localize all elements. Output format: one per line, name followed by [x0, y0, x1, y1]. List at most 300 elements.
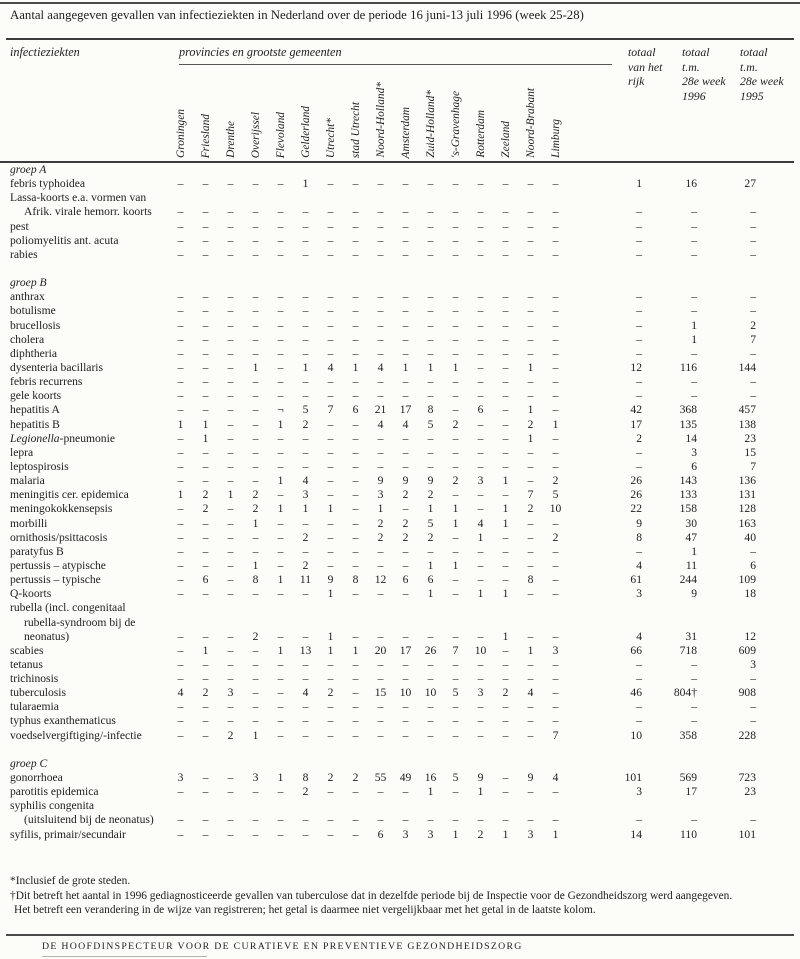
data-cell: – [302, 714, 309, 728]
province-column-header [418, 67, 443, 158]
disease-label: typhus exanthematicus [10, 714, 116, 728]
data-cell: 1 [452, 516, 459, 530]
data-cell: – [177, 728, 184, 742]
data-cell: – [477, 205, 484, 219]
data-cell: – [352, 304, 359, 318]
data-cell: – [452, 346, 459, 360]
group-label: groep B [10, 276, 47, 290]
data-cell: – [352, 417, 359, 431]
total-cell: 14 [630, 827, 642, 841]
disease-label: hepatitis B [10, 417, 60, 431]
data-cell: – [552, 785, 559, 799]
data-cell: – [427, 389, 434, 403]
total-cell: 11 [685, 558, 697, 572]
total-cell: – [691, 247, 697, 261]
data-cell: 1 [302, 360, 309, 374]
data-cell: – [227, 290, 234, 304]
total-cell: 135 [679, 417, 697, 431]
data-cell: 4 [177, 686, 184, 700]
total-cell: 2 [750, 318, 756, 332]
data-cell: – [477, 544, 484, 558]
province-column-header [243, 67, 268, 158]
data-cell: 5 [452, 771, 459, 785]
data-cell: – [552, 304, 559, 318]
data-cell: – [277, 247, 284, 261]
data-cell: – [202, 558, 209, 572]
data-cell: – [327, 672, 334, 686]
data-cell: – [477, 459, 484, 473]
data-cell: 55 [374, 771, 387, 785]
data-cell: – [527, 516, 534, 530]
data-cell: 4 [377, 417, 384, 431]
table-row [0, 531, 794, 545]
total-cell: 718 [679, 643, 697, 657]
table-row [0, 304, 794, 318]
data-cell: 2 [327, 686, 334, 700]
data-cell: – [452, 714, 459, 728]
data-cell: – [202, 728, 209, 742]
data-cell: 1 [252, 558, 259, 572]
table-row [0, 333, 794, 347]
data-cell: – [277, 360, 284, 374]
data-cell: – [552, 516, 559, 530]
data-cell: 10 [424, 686, 437, 700]
data-cell: 1 [377, 502, 384, 516]
data-cell: – [327, 516, 334, 530]
data-cell: – [177, 643, 184, 657]
data-cell: – [452, 233, 459, 247]
total-cell: 31 [685, 629, 697, 643]
data-cell: 1 [452, 502, 459, 516]
disease-label: Lassa-koorts e.a. vormen van [10, 191, 147, 205]
data-cell: 6 [402, 573, 409, 587]
data-cell: – [527, 558, 534, 572]
data-cell: – [252, 827, 259, 841]
total-cell: – [691, 657, 697, 671]
total-cell: 228 [738, 728, 756, 742]
province-column-header [468, 67, 493, 158]
data-cell: – [502, 544, 509, 558]
data-cell: – [427, 672, 434, 686]
disease-label: paratyfus B [10, 544, 64, 558]
data-cell: – [277, 686, 284, 700]
data-cell: – [252, 686, 259, 700]
data-cell: – [427, 247, 434, 261]
data-cell: – [527, 205, 534, 219]
data-cell: – [327, 728, 334, 742]
province-column-header [393, 67, 418, 158]
disease-label: lepra [10, 445, 34, 459]
data-cell: – [527, 587, 534, 601]
data-cell: 2 [302, 530, 309, 544]
table-row [0, 644, 794, 658]
disease-label: malaria [10, 474, 45, 488]
total-cell: – [691, 346, 697, 360]
data-cell: – [302, 346, 309, 360]
data-cell: – [552, 332, 559, 346]
data-cell: – [352, 332, 359, 346]
total-cell: 3 [636, 785, 642, 799]
table-row [0, 319, 794, 333]
province-column-header [493, 67, 518, 158]
total-cell: 26 [630, 488, 642, 502]
data-cell: – [477, 672, 484, 686]
data-cell: – [427, 544, 434, 558]
data-cell: 4 [527, 686, 534, 700]
data-cell: 4 [327, 360, 334, 374]
data-cell: – [527, 233, 534, 247]
data-cell: – [377, 459, 384, 473]
province-column-label: Friesland [199, 113, 212, 158]
data-cell: 1 [327, 629, 334, 643]
total-cell: 569 [679, 771, 697, 785]
data-cell: 2 [327, 771, 334, 785]
table-row [0, 601, 794, 615]
data-cell: – [552, 714, 559, 728]
data-cell: – [527, 728, 534, 742]
total-cell: 804† [673, 686, 697, 700]
data-cell: – [402, 813, 409, 827]
total-cell: – [750, 700, 756, 714]
data-cell: 1 [477, 530, 484, 544]
table-header [0, 40, 794, 163]
data-cell: 11 [299, 573, 312, 587]
data-cell: 6 [377, 827, 384, 841]
total-cell: 3 [691, 445, 697, 459]
data-cell: – [502, 657, 509, 671]
data-cell: – [502, 700, 509, 714]
data-cell: 2 [552, 474, 559, 488]
data-cell: – [377, 290, 384, 304]
table-row [0, 177, 794, 191]
data-cell: – [552, 290, 559, 304]
data-cell: – [377, 318, 384, 332]
data-cell: – [202, 290, 209, 304]
total-cell: – [636, 318, 642, 332]
total-cell: 30 [685, 516, 697, 530]
data-cell: – [427, 177, 434, 191]
total-cell: 22 [630, 502, 642, 516]
data-cell: – [327, 827, 334, 841]
data-cell: – [502, 558, 509, 572]
data-cell: – [477, 488, 484, 502]
data-cell: – [302, 389, 309, 403]
data-cell: 7 [452, 643, 459, 657]
total-cell: – [691, 714, 697, 728]
data-cell: – [377, 304, 384, 318]
data-cell: 1 [427, 360, 434, 374]
data-cell: 1 [177, 488, 184, 502]
data-cell: – [202, 474, 209, 488]
data-cell: – [277, 431, 284, 445]
data-cell: – [202, 459, 209, 473]
data-cell: – [202, 403, 209, 417]
disease-label: scabies [10, 643, 44, 657]
data-cell: – [477, 629, 484, 643]
table-row [0, 785, 794, 799]
total-cell: 42 [630, 403, 642, 417]
data-cell: – [252, 474, 259, 488]
data-cell: – [352, 459, 359, 473]
data-cell: – [352, 318, 359, 332]
data-cell: – [427, 459, 434, 473]
total-cell: – [636, 657, 642, 671]
footer-rule [6, 934, 794, 936]
data-cell: – [452, 177, 459, 191]
data-cell: – [402, 177, 409, 191]
province-column-header [543, 67, 568, 158]
data-cell: – [552, 233, 559, 247]
data-cell: – [202, 629, 209, 643]
total-cell: 23 [744, 431, 756, 445]
data-cell: – [502, 530, 509, 544]
total-cell: – [636, 219, 642, 233]
data-cell: 2 [502, 686, 509, 700]
data-cell: – [227, 346, 234, 360]
data-cell: – [227, 643, 234, 657]
data-cell: 1 [502, 629, 509, 643]
data-cell: – [177, 714, 184, 728]
footnote-line: Het betreft een verandering in de wijze van registreren; het getal is daarmee niet vergelijkbaar met het getal in de laatste kolom. [14, 904, 596, 917]
data-cell: 2 [527, 502, 534, 516]
total-cell: – [636, 813, 642, 827]
disease-label: Afrik. virale hemorr. koorts [24, 205, 152, 219]
data-cell: – [202, 375, 209, 389]
data-cell: – [202, 544, 209, 558]
data-cell: – [427, 700, 434, 714]
total-cell: 17 [685, 785, 697, 799]
disease-label: hepatitis A [10, 403, 60, 417]
data-cell: 2 [427, 488, 434, 502]
data-cell: 1 [452, 558, 459, 572]
data-cell: – [502, 346, 509, 360]
table-row [0, 559, 794, 573]
data-cell: – [502, 318, 509, 332]
data-cell: 9 [327, 573, 334, 587]
data-cell: – [227, 502, 234, 516]
data-cell: 15 [374, 686, 387, 700]
province-column-label: Overijssel [249, 111, 262, 158]
data-cell: – [377, 657, 384, 671]
data-cell: – [502, 290, 509, 304]
data-cell: – [352, 544, 359, 558]
data-cell: – [302, 700, 309, 714]
data-cell: – [252, 346, 259, 360]
data-cell: – [352, 488, 359, 502]
total-cell: 368 [679, 403, 697, 417]
group-label: groep C [10, 756, 48, 770]
data-cell: – [527, 785, 534, 799]
data-cell: – [202, 530, 209, 544]
total-cell: 10 [630, 728, 642, 742]
data-cell: – [327, 700, 334, 714]
data-cell: – [327, 290, 334, 304]
data-cell: – [552, 346, 559, 360]
data-cell: – [527, 629, 534, 643]
data-cell: – [177, 672, 184, 686]
data-cell: – [377, 375, 384, 389]
footnote-line: *Inclusief de grote steden. [10, 875, 131, 887]
data-cell: 1 [427, 502, 434, 516]
data-cell: 2 [302, 558, 309, 572]
data-cell: – [327, 233, 334, 247]
data-cell: 2 [252, 488, 259, 502]
data-cell: – [177, 205, 184, 219]
disease-label: morbilli [10, 516, 48, 530]
data-cell: 1 [402, 360, 409, 374]
data-cell: – [327, 375, 334, 389]
data-cell: – [427, 431, 434, 445]
table-row [0, 502, 794, 516]
data-cell: – [402, 431, 409, 445]
data-cell: 1 [327, 587, 334, 601]
data-cell: – [277, 516, 284, 530]
data-cell: – [227, 714, 234, 728]
data-cell: – [452, 445, 459, 459]
data-cell: – [302, 375, 309, 389]
data-cell: – [527, 177, 534, 191]
data-cell: 10 [399, 686, 412, 700]
data-cell: 1 [277, 643, 284, 657]
disease-label: pertussis – atypische [10, 558, 106, 572]
data-cell: – [477, 375, 484, 389]
table-row [0, 630, 794, 644]
data-cell: – [427, 728, 434, 742]
data-cell: – [252, 304, 259, 318]
data-cell: – [452, 813, 459, 827]
total-cell: 6 [691, 459, 697, 473]
data-cell: – [527, 375, 534, 389]
total-cell: 3 [750, 657, 756, 671]
data-cell: – [552, 403, 559, 417]
data-cell: 12 [374, 573, 387, 587]
data-cell: – [302, 459, 309, 473]
disease-label: pest [10, 219, 29, 233]
total-cell: 133 [679, 488, 697, 502]
data-cell: – [277, 177, 284, 191]
table-row [0, 729, 794, 743]
data-cell: – [252, 643, 259, 657]
total-cell: – [750, 219, 756, 233]
data-cell: – [477, 728, 484, 742]
data-cell: – [527, 290, 534, 304]
data-cell: – [352, 177, 359, 191]
data-cell: – [477, 177, 484, 191]
table-row [0, 446, 794, 460]
disease-label: febris typhoidea [10, 177, 86, 191]
total-cell: – [750, 544, 756, 558]
data-cell: 1 [527, 431, 534, 445]
data-cell: – [327, 417, 334, 431]
data-cell: – [527, 304, 534, 318]
total-cell: 7 [750, 332, 756, 346]
data-cell: – [527, 346, 534, 360]
data-cell: – [402, 502, 409, 516]
total-cell: – [636, 389, 642, 403]
data-cell: – [527, 219, 534, 233]
data-cell: – [552, 389, 559, 403]
data-cell: – [427, 205, 434, 219]
data-cell: – [202, 587, 209, 601]
table-row [0, 771, 794, 785]
data-cell: – [227, 813, 234, 827]
data-cell: – [402, 657, 409, 671]
data-cell: 2 [202, 502, 209, 516]
data-cell: – [502, 219, 509, 233]
data-cell: – [452, 403, 459, 417]
data-cell: 2 [402, 488, 409, 502]
total-cell: 3 [636, 587, 642, 601]
data-cell: – [377, 247, 384, 261]
data-cell: – [277, 332, 284, 346]
total-cell: – [750, 375, 756, 389]
data-cell: – [402, 672, 409, 686]
data-cell: – [552, 177, 559, 191]
table-row [0, 474, 794, 488]
table-row [0, 234, 794, 248]
total-cell: 110 [680, 827, 697, 841]
total-header-line: t.m. [682, 59, 700, 74]
data-cell: 9 [377, 474, 384, 488]
data-cell: – [177, 530, 184, 544]
disease-label: tetanus [10, 657, 43, 671]
spacer-row [0, 743, 794, 757]
table-row [0, 573, 794, 587]
data-cell: 2 [477, 827, 484, 841]
total-header-line: van het [628, 59, 663, 74]
data-cell: – [327, 488, 334, 502]
data-cell: 1 [327, 502, 334, 516]
data-cell: – [552, 247, 559, 261]
data-cell: – [252, 813, 259, 827]
data-cell: – [177, 445, 184, 459]
province-column-header [218, 67, 243, 158]
table-row [0, 686, 794, 700]
data-cell: 2 [552, 530, 559, 544]
data-cell: – [327, 785, 334, 799]
data-cell: – [502, 714, 509, 728]
data-cell: – [177, 629, 184, 643]
data-cell: – [527, 332, 534, 346]
table-row [0, 191, 794, 205]
data-cell: 4 [552, 771, 559, 785]
data-cell: – [352, 530, 359, 544]
data-cell: – [252, 417, 259, 431]
province-column-header [293, 67, 318, 158]
data-cell: 1 [502, 827, 509, 841]
data-cell: – [402, 205, 409, 219]
data-cell: – [227, 657, 234, 671]
data-cell: – [202, 700, 209, 714]
data-cell: – [302, 318, 309, 332]
data-cell: – [352, 445, 359, 459]
data-cell: – [277, 304, 284, 318]
data-cell: – [227, 177, 234, 191]
data-cell: – [252, 431, 259, 445]
data-cell: – [177, 318, 184, 332]
total-cell: – [691, 389, 697, 403]
data-cell: – [277, 219, 284, 233]
data-cell: – [502, 389, 509, 403]
total-cell: 4 [636, 629, 642, 643]
data-cell: – [177, 403, 184, 417]
data-cell: – [227, 431, 234, 445]
data-cell: – [502, 643, 509, 657]
data-cell: – [352, 290, 359, 304]
data-cell: 1 [477, 587, 484, 601]
data-cell: – [277, 233, 284, 247]
data-cell: – [327, 247, 334, 261]
